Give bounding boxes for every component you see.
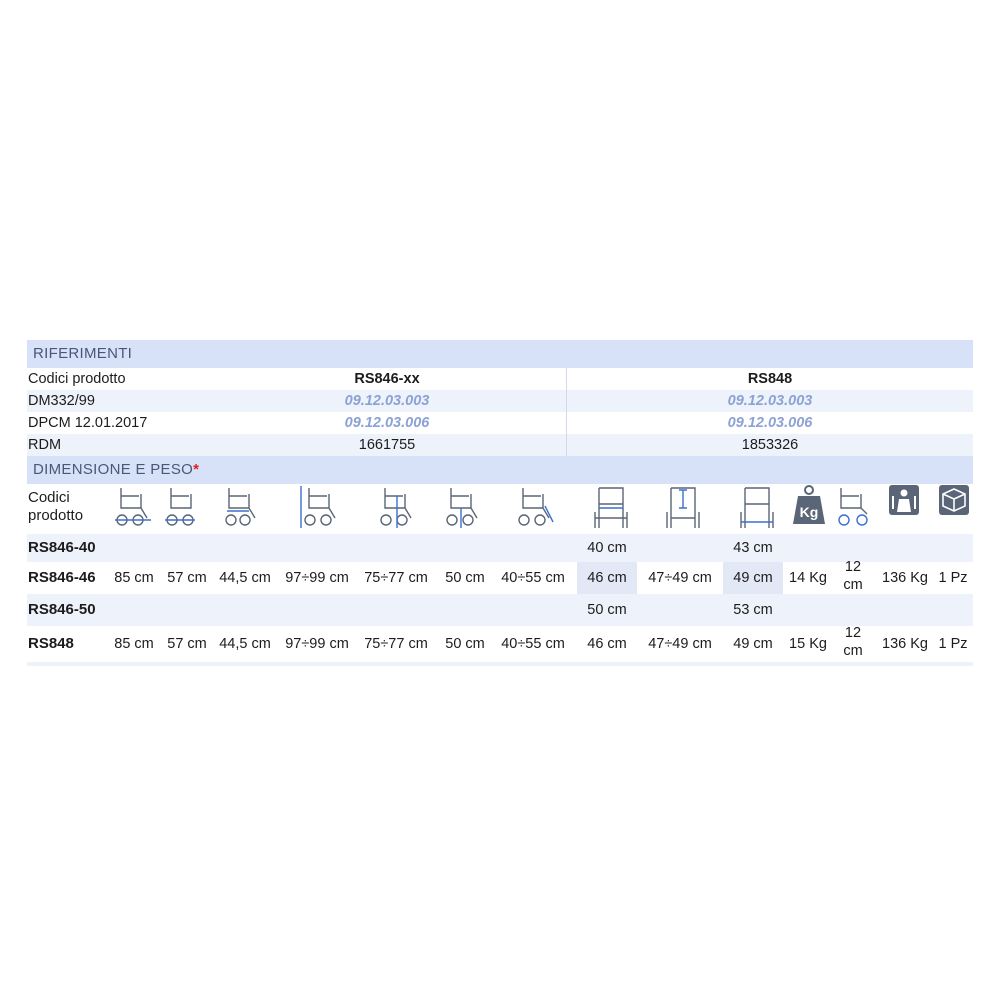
wheelchair-total-height-icon [295,484,341,530]
height-value: 97÷99 cm [285,570,349,586]
ref-row-codici [27,368,973,390]
max-load-value: 136 Kg [882,570,928,586]
folded-length-value: 57 cm [167,570,207,586]
product-code: RS846-50 [28,601,96,618]
weight-value: 15 Kg [789,636,827,652]
riferimenti-title: RIFERIMENTI [33,345,133,362]
seat-depth-value: 47÷49 cm [648,636,712,652]
ref-value-rs848: 1853326 [741,437,799,453]
wheelchair-total-length-icon [113,484,153,530]
wheel-size-value: 12 cm [843,625,863,659]
ref-value-rs846: 09.12.03.003 [208,390,567,412]
table-row [27,626,973,662]
armrest-height-icon [377,484,423,530]
seat-width-value: 46 cm [577,562,637,594]
riferimenti-header [27,340,973,368]
ref-label: Codici prodotto [28,371,126,387]
ref-label: RDM [28,437,62,453]
ref-value-rs848: 09.12.03.003 [727,393,813,409]
total-width-value: 53 cm [733,602,773,618]
wheel-size-value: 12 cm [843,559,863,593]
seat-width-value: 40 cm [587,540,627,556]
table-row [27,559,973,594]
seat-width-icon [591,484,631,530]
dimension-table [27,484,973,690]
asterisk: * [193,461,200,478]
package-value: 1 Pz [938,570,968,586]
max-load-icon [888,484,920,518]
total-width-value: 49 cm [733,636,773,652]
ref-value-rs848: RS848 [747,371,793,387]
ref-value-rs846: RS846-xx [208,368,567,390]
dimensione-title: DIMENSIONE E PESO [33,461,194,478]
ref-value-rs848: 09.12.03.006 [727,415,813,431]
weight-value: 14 Kg [789,570,827,586]
max-load-value: 136 Kg [882,636,928,652]
seat-height-value: 50 cm [445,570,485,586]
wheel-size-icon [833,484,873,530]
ref-row-dpcm [27,412,973,434]
dimensione-header [27,456,973,484]
seat-depth-value: 47÷49 cm [648,570,712,586]
total-width-icon [737,484,777,530]
ref-row-rdm [27,434,973,456]
folded-width-value: 44,5 cm [219,636,271,652]
length-value: 85 cm [114,570,154,586]
ref-label: DPCM 12.01.2017 [28,415,148,431]
wheelchair-folded-width-icon [219,484,259,530]
codici-prodotto-label: Codici prodotto [28,489,84,524]
ref-value-rs846: 09.12.03.006 [208,412,567,434]
footrest-value: 40÷55 cm [501,570,565,586]
ref-row-dm332 [27,390,973,412]
ref-label: DM332/99 [28,393,95,409]
weight-kg-icon [790,484,828,528]
armrest-value: 75÷77 cm [364,636,428,652]
table-row [27,594,973,626]
product-code: RS848 [28,635,74,652]
seat-width-value: 46 cm [587,636,627,652]
seat-depth-icon [663,484,703,530]
folded-width-value: 44,5 cm [219,570,271,586]
package-value: 1 Pz [938,636,968,652]
table-row [27,534,973,562]
seat-height-icon [443,484,489,530]
icons-row [27,484,973,534]
table-bottom-band [27,662,973,666]
product-spec-sheet [27,340,973,690]
package-icon [938,484,970,518]
armrest-value: 75÷77 cm [364,570,428,586]
height-value: 97÷99 cm [285,636,349,652]
seat-height-value: 50 cm [445,636,485,652]
ref-value-rs846: 1661755 [208,434,567,456]
seat-width-value: 50 cm [587,602,627,618]
total-width-value: 43 cm [733,540,773,556]
svg-text:Kg: Kg [799,504,819,520]
length-value: 85 cm [114,636,154,652]
total-width-value: 49 cm [723,562,783,594]
footrest-length-icon [515,484,561,530]
product-code: RS846-40 [28,539,96,556]
wheelchair-folded-length-icon [163,484,203,530]
product-code: RS846-46 [28,569,96,586]
footrest-value: 40÷55 cm [501,636,565,652]
folded-length-value: 57 cm [167,636,207,652]
